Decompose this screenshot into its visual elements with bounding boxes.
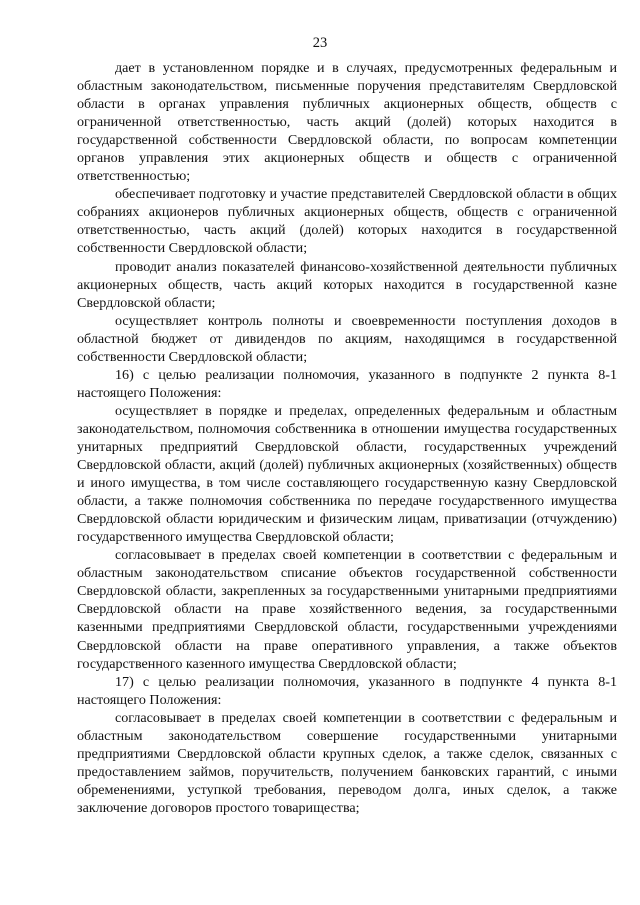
- paragraph-1: дает в установленном порядке и в случаях, предусмотренных федеральным и областным законодательством, письменные поручения представителям Свердловской области в органах управления публичных акционерных обществ, обществ с ограниченной ответственностью, часть акций (долей) которых находится в государственной собственности Свердловской области, по вопросам компетенции органов управления этих акционерных обществ и обществ с ограниченной ответственностью;: [77, 60, 617, 185]
- page-number: 23: [312, 35, 328, 51]
- paragraph-5-item-16: 16) с целью реализации полномочия, указанного в подпункте 2 пункта 8-1 настоящего Положения:: [77, 366, 617, 401]
- paragraph-8-item-17: 17) с целью реализации полномочия, указанного в подпункте 4 пункта 8-1 настоящего Положения:: [77, 673, 617, 708]
- paragraph-3: проводит анализ показателей финансово-хозяйственной деятельности публичных акционерных обществ, часть акций которых находится в государственной казне Свердловской области;: [77, 258, 617, 311]
- paragraph-4: осуществляет контроль полноты и своевременности поступления доходов в областной бюджет от дивидендов по акциям, находящимся в государственной собственности Свердловской области;: [77, 312, 617, 365]
- paragraph-9: согласовывает в пределах своей компетенции в соответствии с федеральным и областным законодательством совершение государственными унитарными предприятиями Свердловской области крупных сделок, а также сделок, связанных с предоставлением займов, поручительств, получением банковских гарантий, с иными обременениями, уступкой требования, переводом долга, иных сделок, а также заключение договоров простого товарищества;: [77, 709, 617, 816]
- document-body: [77, 59, 617, 817]
- paragraph-6: осуществляет в порядке и пределах, определенных федеральным и областным законодательством, полномочия собственника в отношении имущества государственных унитарных предприятий Свердловской области, государственных учреждений Свердловской области, акций (долей) публичных акционерных (хозяйственных) обществ и иного имущества, в том числе составляющего государственную казну Свердловской области, а также полномочия собственника по передаче государственного имущества Свердловской области юридическим и физическим лицам, приватизации (отчуждению) государственного имущества Свердловской области;: [77, 402, 617, 546]
- paragraph-2: обеспечивает подготовку и участие представителей Свердловской области в общих собраниях акционеров публичных акционерных обществ, обществ с ограниченной ответственностью, часть акций (долей) которых находится в государственной собственности Свердловской области;: [77, 186, 617, 257]
- paragraph-7: согласовывает в пределах своей компетенции в соответствии с федеральным и областным законодательством списание объектов государственной собственности Свердловской области, закрепленных за государственными унитарными предприятиями Свердловской области на праве хозяйственного ведения, за государственными казенными предприятиями Свердловской области, государственными учреждениями Свердловской области на праве оперативного управления, а также объектов государственного казенного имущества Свердловской области;: [77, 547, 617, 672]
